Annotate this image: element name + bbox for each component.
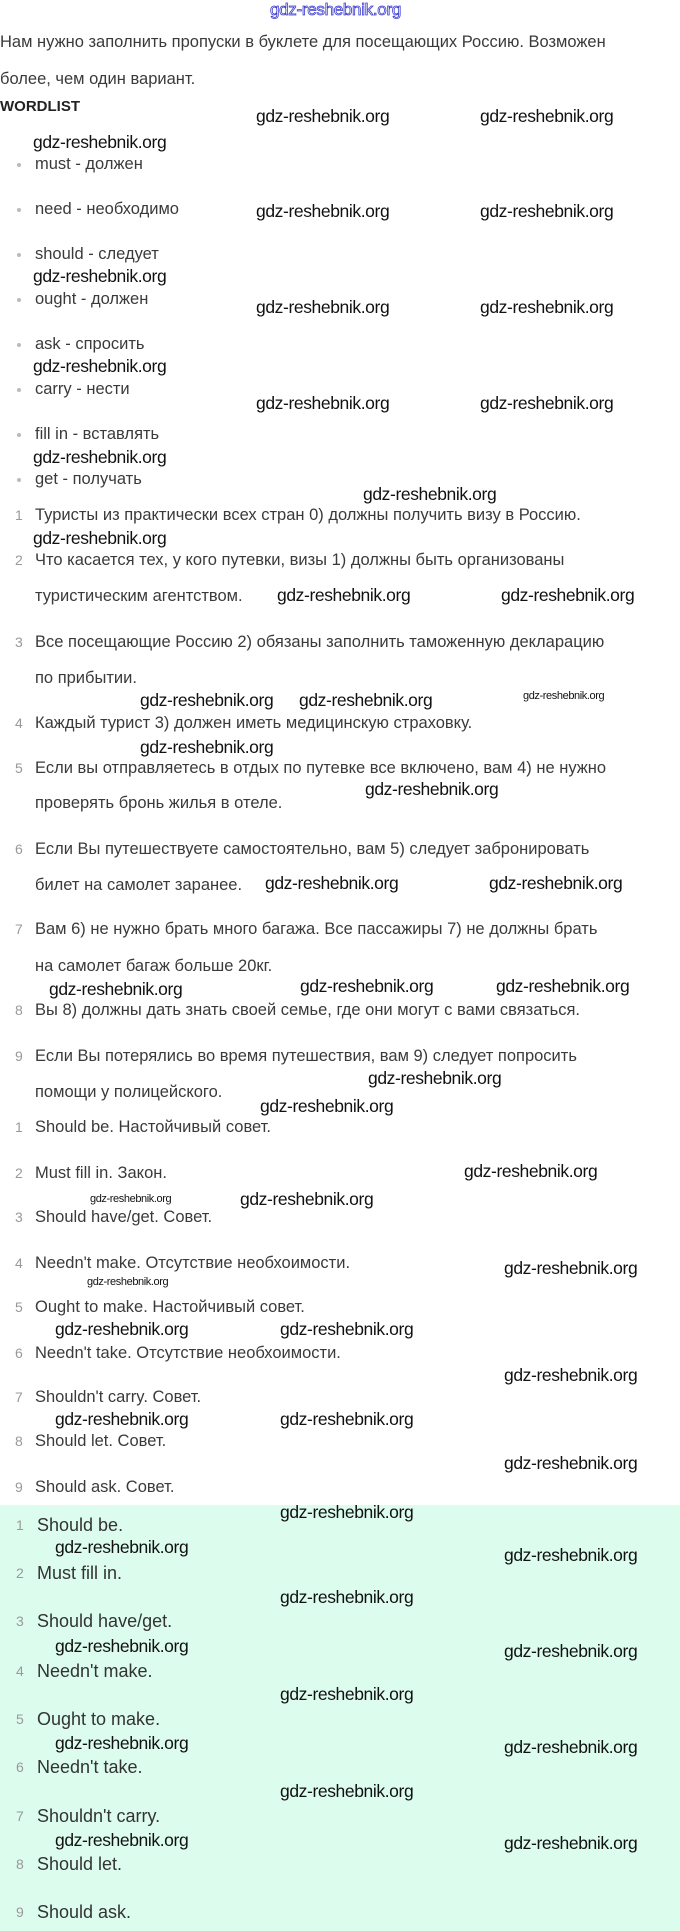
watermark: gdz-reshebnik.org (33, 528, 167, 548)
sentence-number: 4 (15, 715, 23, 731)
watermark: gdz-reshebnik.org (256, 106, 390, 126)
watermark: gdz-reshebnik.org (489, 873, 623, 893)
watermark: gdz-reshebnik.org (55, 1636, 189, 1656)
answer-number: 1 (16, 1517, 24, 1533)
intro-line: более, чем один вариант. (0, 70, 196, 88)
answer-text: Needn't make. (37, 1661, 153, 1681)
watermark: gdz-reshebnik.org (280, 1781, 414, 1801)
sentence-text: Все посещающие Россию 2) обязаны заполнить таможенную декларацию (35, 633, 605, 651)
sentence-text: Вам 6) не нужно брать много багажа. Все пассажиры 7) не должны брать (35, 920, 598, 938)
watermark: gdz-reshebnik.org (280, 1319, 414, 1339)
answer-text: Should be. (37, 1515, 124, 1535)
watermark: gdz-reshebnik.org (33, 447, 167, 467)
bullet-icon (17, 343, 21, 347)
header-watermark: gdz-reshebnik.org (270, 0, 401, 19)
wordlist-item: fill in - вставлять (35, 425, 160, 443)
sentence-number: 2 (15, 552, 23, 568)
sentence-text: туристическим агентством. (35, 587, 243, 605)
sentence-text: Что касается тех, у кого путевки, визы 1) должны быть организованы (35, 551, 565, 569)
bullet-icon (17, 433, 21, 437)
watermark: gdz-reshebnik.org (55, 1830, 189, 1850)
sentence-number: 5 (15, 760, 23, 776)
wordlist-title: WORDLIST (0, 98, 80, 115)
bullet-icon (17, 208, 21, 212)
watermark: gdz-reshebnik.org (256, 393, 390, 413)
sentence-text: на самолет багаж больше 20кг. (35, 957, 273, 975)
watermark: gdz-reshebnik.org (501, 585, 635, 605)
wordlist-item: should - следует (35, 245, 159, 263)
watermark: gdz-reshebnik.org (87, 1276, 169, 1288)
watermark: gdz-reshebnik.org (504, 1737, 638, 1757)
sentence-number: 8 (15, 1002, 23, 1018)
answer-text: Must fill in. (37, 1563, 123, 1583)
explanation-text: Should ask. Совет. (35, 1478, 175, 1496)
watermark: gdz-reshebnik.org (363, 484, 497, 504)
watermark: gdz-reshebnik.org (464, 1161, 598, 1181)
sentence-text: Если Вы потерялись во время путешествия, вам 9) следует попросить (35, 1047, 577, 1065)
answer-text: Should have/get. (37, 1611, 173, 1631)
bullet-icon (17, 163, 21, 167)
answer-text: Shouldn't carry. (37, 1806, 161, 1826)
sentence-number: 3 (15, 634, 23, 650)
answer-text: Ought to make. (37, 1709, 161, 1729)
bullet-icon (17, 253, 21, 257)
sentence-number: 6 (15, 841, 23, 857)
watermark: gdz-reshebnik.org (256, 297, 390, 317)
watermark: gdz-reshebnik.org (90, 1193, 172, 1205)
answer-number: 2 (16, 1565, 24, 1581)
answer-text: Needn't take. (37, 1757, 143, 1777)
watermark: gdz-reshebnik.org (480, 201, 614, 221)
watermark: gdz-reshebnik.org (504, 1641, 638, 1661)
answer-number: 6 (16, 1759, 24, 1775)
sentence-text: Каждый турист 3) должен иметь медицинскую страховку. (35, 714, 473, 732)
watermark: gdz-reshebnik.org (140, 737, 274, 757)
explanation-text: Needn't make. Отсутствие необхоимости. (35, 1254, 351, 1272)
wordlist-item: must - должен (35, 155, 143, 173)
bullet-icon (17, 298, 21, 302)
wordlist-item: ought - должен (35, 290, 149, 308)
watermark: gdz-reshebnik.org (300, 976, 434, 996)
answer-number: 9 (16, 1904, 24, 1920)
bullet-icon (17, 478, 21, 482)
intro-line: Нам нужно заполнить пропуски в буклете для посещающих Россию. Возможен (0, 33, 606, 51)
wordlist-item: need - необходимо (35, 200, 179, 218)
watermark: gdz-reshebnik.org (280, 1409, 414, 1429)
explanation-number: 6 (15, 1345, 23, 1361)
wordlist-item: ask - спросить (35, 335, 145, 353)
sentence-text: по прибытии. (35, 669, 137, 687)
watermark: gdz-reshebnik.org (240, 1189, 374, 1209)
explanation-text: Needn't take. Отсутствие необхоимости. (35, 1344, 341, 1362)
answer-text: Should ask. (37, 1902, 132, 1922)
watermark: gdz-reshebnik.org (140, 690, 274, 710)
watermark: gdz-reshebnik.org (523, 690, 605, 702)
watermark: gdz-reshebnik.org (256, 201, 390, 221)
watermark: gdz-reshebnik.org (265, 873, 399, 893)
wordlist-item: get - получать (35, 470, 142, 488)
sentence-number: 1 (15, 507, 23, 523)
watermark: gdz-reshebnik.org (277, 585, 411, 605)
answer-number: 7 (16, 1808, 24, 1824)
sentence-number: 9 (15, 1048, 23, 1064)
watermark: gdz-reshebnik.org (368, 1068, 502, 1088)
explanation-text: Should be. Настойчивый совет. (35, 1118, 271, 1136)
watermark: gdz-reshebnik.org (33, 132, 167, 152)
watermark: gdz-reshebnik.org (260, 1096, 394, 1116)
answer-number: 4 (16, 1663, 24, 1679)
explanation-text: Should let. Совет. (35, 1432, 167, 1450)
answer-text: Should let. (37, 1854, 123, 1874)
explanation-text: Ought to make. Настойчивый совет. (35, 1298, 305, 1316)
watermark: gdz-reshebnik.org (504, 1258, 638, 1278)
watermark: gdz-reshebnik.org (480, 297, 614, 317)
bullet-icon (17, 388, 21, 392)
explanation-number: 4 (15, 1255, 23, 1271)
sentence-text: Туристы из практически всех стран 0) должны получить визу в Россию. (35, 506, 581, 524)
answer-number: 8 (16, 1856, 24, 1872)
sentence-text: помощи у полицейского. (35, 1083, 223, 1101)
explanation-text: Should have/get. Совет. (35, 1208, 213, 1226)
sentence-text: проверять бронь жилья в отеле. (35, 794, 283, 812)
explanation-number: 9 (15, 1479, 23, 1495)
watermark: gdz-reshebnik.org (504, 1545, 638, 1565)
watermark: gdz-reshebnik.org (480, 106, 614, 126)
watermark: gdz-reshebnik.org (504, 1833, 638, 1853)
sentence-number: 7 (15, 921, 23, 937)
watermark: gdz-reshebnik.org (55, 1319, 189, 1339)
watermark: gdz-reshebnik.org (504, 1453, 638, 1473)
watermark: gdz-reshebnik.org (365, 779, 499, 799)
explanation-number: 1 (15, 1119, 23, 1135)
watermark: gdz-reshebnik.org (280, 1587, 414, 1607)
watermark: gdz-reshebnik.org (299, 690, 433, 710)
explanation-number: 7 (15, 1389, 23, 1405)
watermark: gdz-reshebnik.org (33, 356, 167, 376)
explanation-number: 3 (15, 1209, 23, 1225)
answer-number: 5 (16, 1711, 24, 1727)
sentence-text: Вы 8) должны дать знать своей семье, где они могут с вами связаться. (35, 1001, 580, 1019)
explanation-text: Shouldn't carry. Совет. (35, 1388, 202, 1406)
watermark: gdz-reshebnik.org (496, 976, 630, 996)
explanation-text: Must fill in. Закон. (35, 1164, 167, 1182)
watermark: gdz-reshebnik.org (504, 1365, 638, 1385)
explanation-number: 2 (15, 1165, 23, 1181)
explanation-number: 8 (15, 1433, 23, 1449)
wordlist-item: carry - нести (35, 380, 130, 398)
watermark: gdz-reshebnik.org (55, 1733, 189, 1753)
sentence-text: билет на самолет заранее. (35, 876, 243, 894)
sentence-text: Если вы отправляетесь в отдых по путевке все включено, вам 4) не нужно (35, 759, 607, 777)
explanation-number: 5 (15, 1299, 23, 1315)
answer-number: 3 (16, 1613, 24, 1629)
watermark: gdz-reshebnik.org (55, 1409, 189, 1429)
watermark: gdz-reshebnik.org (49, 979, 183, 999)
watermark: gdz-reshebnik.org (480, 393, 614, 413)
watermark: gdz-reshebnik.org (33, 266, 167, 286)
watermark: gdz-reshebnik.org (280, 1684, 414, 1704)
watermark: gdz-reshebnik.org (55, 1537, 189, 1557)
sentence-text: Если Вы путешествуете самостоятельно, вам 5) следует забронировать (35, 840, 590, 858)
watermark: gdz-reshebnik.org (280, 1502, 414, 1522)
